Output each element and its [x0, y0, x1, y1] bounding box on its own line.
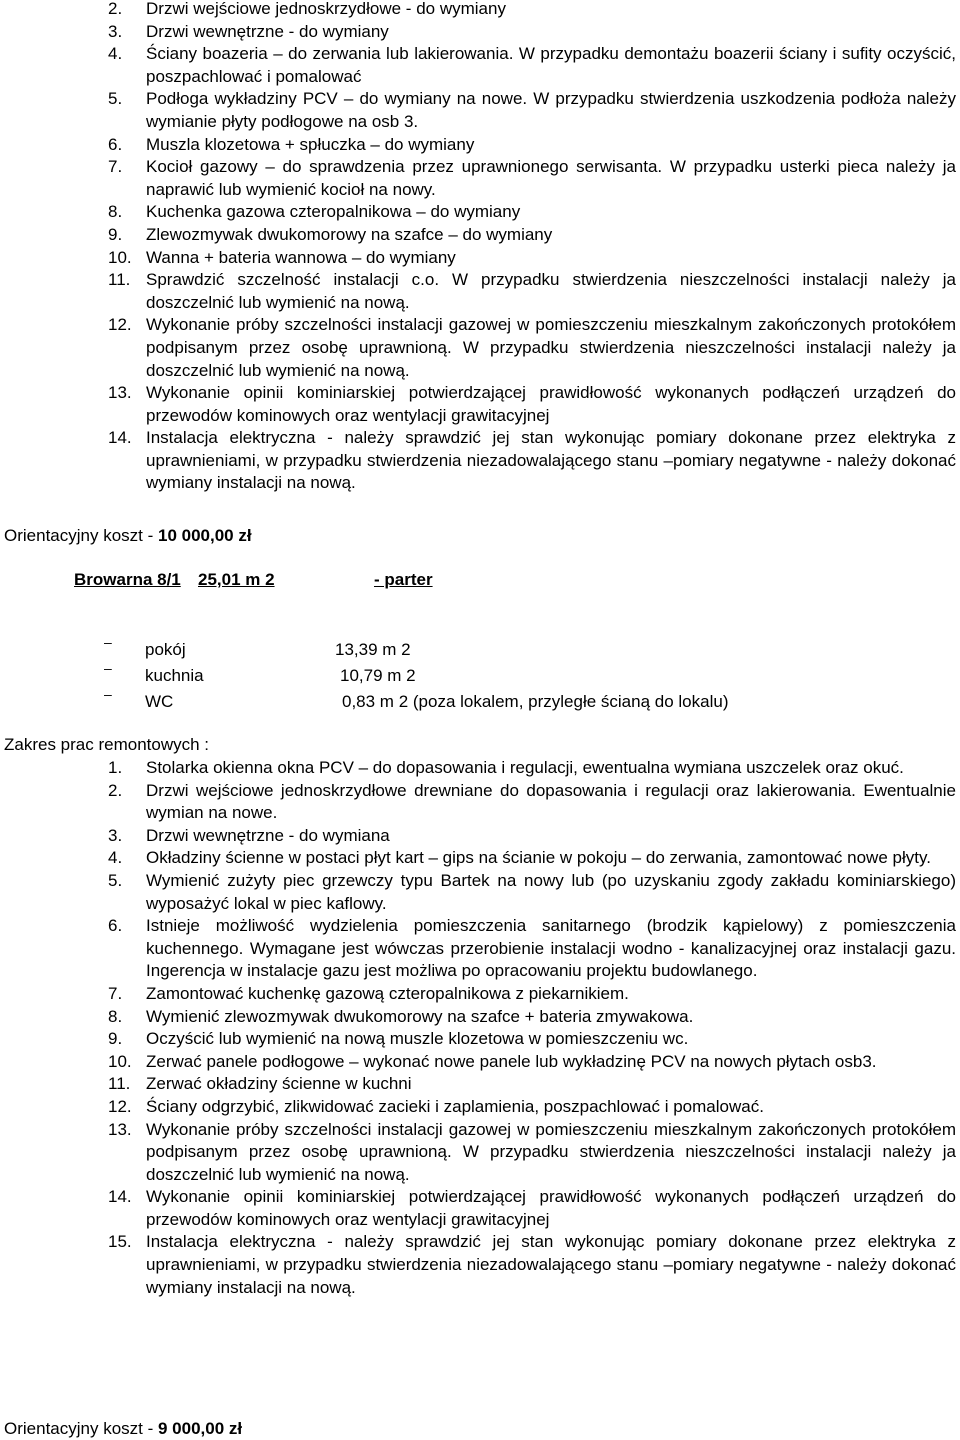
list-item [0, 0, 960, 21]
list-item-text: Drzwi wejściowe jednoskrzydłowe drewniane do dopasowania i regulacji oraz lakierowania. Ewentualnie wymian na nowe. [146, 780, 956, 823]
list-item [0, 382, 960, 427]
list-item-number: 10. [108, 247, 132, 267]
list-item-number: 7. [108, 983, 123, 1003]
list-item-text: Ściany odgrzybić, zlikwidować zacieki i zaplamienia, poszpachlować i pomalować. [146, 1096, 764, 1116]
list-item-number: 13. [108, 383, 132, 403]
list-item-text: Drzwi wewnętrzne - do wymiana [146, 825, 390, 845]
room-area: 13,39 m 2 [335, 640, 411, 659]
unit-floor: - parter [374, 570, 433, 589]
list-item [0, 224, 960, 247]
list-item-number: 13. [108, 1119, 132, 1139]
list-item [0, 1096, 960, 1119]
list-item [0, 43, 960, 88]
cost-value: 10 000,00 zł [158, 526, 252, 545]
list-item-number: 5. [108, 870, 123, 890]
list-item [0, 247, 960, 270]
list-item [0, 314, 960, 382]
room-item [0, 686, 960, 718]
unit-area: 25,01 m 2 [198, 570, 275, 589]
list-item [0, 269, 960, 314]
list-item [0, 134, 960, 157]
list-item [0, 1231, 960, 1299]
list-item-text: Oczyścić lub wymienić na nową muszle klozetowa w pomieszczeniu wc. [146, 1029, 689, 1049]
list-item-number: 11. [108, 1074, 131, 1094]
list-item-number: 15. [108, 1232, 132, 1252]
list-item [0, 88, 960, 133]
list-item [0, 1028, 960, 1051]
list-item-number: 10. [108, 1051, 132, 1071]
list-item-text: Okładziny ścienne w postaci płyt kart – gips na ścianie w pokoju – do zerwania, zamontować nowe płyty. [146, 848, 931, 868]
list-item [0, 915, 960, 983]
list-item [0, 1119, 960, 1187]
list-item-number: 6. [108, 916, 123, 936]
list-item-text: Wanna + bateria wannowa – do wymiany [146, 247, 456, 267]
cost-label: Orientacyjny koszt - [4, 526, 158, 545]
list-item-text: Istnieje możliwość wydzielenia pomieszczenia sanitarnego (brodzik kąpielowy) z pomieszczenia kuchennego. Wymagane jest wówczas przerobienie instalacji wodno - kanalizacyjnej oraz instalacji gazu. Ingerencja w instalacje gazu jest możliwa po opracowaniu projektu budowlanego. [146, 916, 956, 981]
list-item-number: 3. [108, 825, 123, 845]
list-item [0, 757, 960, 780]
list-item-text: Wymienić zlewozmywak dwukomorowy na szafce + bateria zmywakowa. [146, 1006, 694, 1026]
list-item-text: Kocioł gazowy – do sprawdzenia przez uprawnionego serwisanta. W przypadku usterki pieca należy ja naprawić lub wymienić kocioł na nowy. [146, 157, 956, 199]
list-item-number: 8. [108, 1006, 123, 1026]
room-item [0, 634, 960, 666]
room-name: pokój [145, 640, 186, 659]
list-item-text: Kuchenka gazowa czteropalnikowa – do wymiany [146, 202, 521, 222]
room-item [0, 660, 960, 692]
list-item-text: Podłoga wykładziny PCV – do wymiany na nowe. W przypadku stwierdzenia uszkodzenia podłoża należy wymianie płyty podłogowe na osb 3. [146, 89, 956, 131]
list-item-text: Zlewozmywak dwukomorowy na szafce – do wymiany [146, 224, 553, 244]
list-item-number: 2. [108, 0, 123, 18]
list-item-text: Wykonanie opinii kominiarskiej potwierdzającej prawidłowość wykonanych podłączeń urządzeń do przewodów kominowych oraz wentylacji grawitacyjnej [146, 1187, 956, 1229]
bullet-dash: – [104, 686, 112, 702]
list-item-number: 7. [108, 157, 123, 177]
room-name: kuchnia [145, 666, 204, 685]
bullet-dash: – [104, 634, 112, 650]
room-list [0, 634, 960, 718]
list-item-text: Wykonanie próby szczelności instalacji gazowej w pomieszczeniu mieszkalnym zakończonych protokółem podpisanym przez osobę uprawnioną. W przypadku stwierdzenia nieszczelności instalacji należy ja doszczelnić lub wymienić na nową. [146, 1119, 956, 1184]
list-item [0, 983, 960, 1006]
list-item-number: 4. [108, 848, 123, 868]
list-item-text: Sprawdzić szczelność instalacji c.o. W przypadku stwierdzenia nieszczelności instalacji należy ja doszczelnić lub wymienić na nową. [146, 270, 956, 312]
list-item-text: Zerwać okładziny ścienne w kuchni [146, 1074, 412, 1094]
list-item-text: Instalacja elektryczna - należy sprawdzić jej stan wykonując pomiary dokonane przez elektryka z uprawnieniami, w przypadku stwierdzenia niezadowalającego stanu –pomiary negatywne - należy dokonać wymiany instalacji na nową. [146, 1232, 956, 1297]
list-item-text: Drzwi wejściowe jednoskrzydłowe - do wymiany [146, 0, 506, 18]
list-item-text: Muszla klozetowa + spłuczka – do wymiany [146, 134, 475, 154]
list-item [0, 427, 960, 495]
list-item-number: 9. [108, 224, 123, 244]
cost-label: Orientacyjny koszt - [4, 1419, 158, 1438]
estimated-cost-2 [4, 1419, 242, 1439]
list-item-text: Wymienić zużyty piec grzewczy typu Bartek na nowy lub (po uzyskaniu zgody zakładu kominiarskiego) wyposażyć lokal w piec kaflowy. [146, 870, 956, 913]
bullet-dash: – [104, 660, 112, 676]
list-item-number: 4. [108, 44, 123, 64]
list-item [0, 1073, 960, 1096]
list-item-number: 12. [108, 1096, 132, 1116]
list-item [0, 780, 960, 825]
repair-list-previous [0, 0, 960, 495]
list-item-text: Instalacja elektryczna - należy sprawdzić jej stan wykonując pomiary dokonane przez elektryka z uprawnieniami, w przypadku stwierdzenia niezadowalającego stanu –pomiary negatywne - należy dokonać wymiany instalacji na nową. [146, 428, 956, 493]
list-item-number: 14. [108, 428, 132, 448]
repair-list-browarna [0, 757, 960, 1299]
list-item-number: 6. [108, 134, 123, 154]
list-item-text: Ściany boazeria – do zerwania lub lakierowania. W przypadku demontażu boazerii ściany i sufity oczyścić, poszpachlować i pomalować [146, 44, 956, 86]
list-item [0, 156, 960, 201]
list-item [0, 870, 960, 915]
unit-address: Browarna 8/1 [74, 570, 181, 589]
list-item-number: 11. [108, 270, 131, 290]
list-item-text: Stolarka okienna okna PCV – do dopasowania i regulacji, ewentualna wymiana uszczelek oraz okuć. [146, 758, 904, 777]
list-item-number: 3. [108, 21, 123, 41]
list-item [0, 1186, 960, 1231]
list-item-number: 9. [108, 1029, 123, 1049]
list-item-number: 1. [108, 758, 123, 777]
list-item-text: Wykonanie próby szczelności instalacji gazowej w pomieszczeniu mieszkalnym zakończonych protokółem podpisanym przez osobę uprawnioną. W przypadku stwierdzenia nieszczelności instalacji należy ja doszczelnić lub wymienić na nową. [146, 315, 956, 380]
list-item-text: Drzwi wewnętrzne - do wymiany [146, 21, 389, 41]
scope-label: Zakres prac remontowych : [4, 735, 210, 754]
estimated-cost-1 [4, 526, 252, 546]
list-item-number: 12. [108, 315, 132, 335]
list-item [0, 1051, 960, 1074]
list-item [0, 201, 960, 224]
list-item-number: 14. [108, 1187, 132, 1207]
list-item-number: 8. [108, 202, 123, 222]
list-item [0, 1006, 960, 1029]
list-item-text: Zamontować kuchenkę gazową czteropalnikowa z piekarnikiem. [146, 983, 629, 1003]
cost-value: 9 000,00 zł [158, 1419, 243, 1438]
list-item-text: Zerwać panele podłogowe – wykonać nowe panele lub wykładzinę PCV na nowych płytach osb3. [146, 1051, 877, 1071]
list-item-text: Wykonanie opinii kominiarskiej potwierdzającej prawidłowość wykonanych podłączeń urządzeń do przewodów kominowych oraz wentylacji grawitacyjnej [146, 383, 956, 425]
list-item-number: 5. [108, 89, 123, 109]
room-name: WC [145, 692, 174, 711]
list-item [0, 825, 960, 848]
room-area: 10,79 m 2 [340, 666, 416, 685]
list-item-number: 2. [108, 780, 123, 800]
list-item [0, 847, 960, 870]
room-area: 0,83 m 2 (poza lokalem, przyległe ścianą do lokalu) [342, 692, 729, 711]
list-item [0, 21, 960, 44]
